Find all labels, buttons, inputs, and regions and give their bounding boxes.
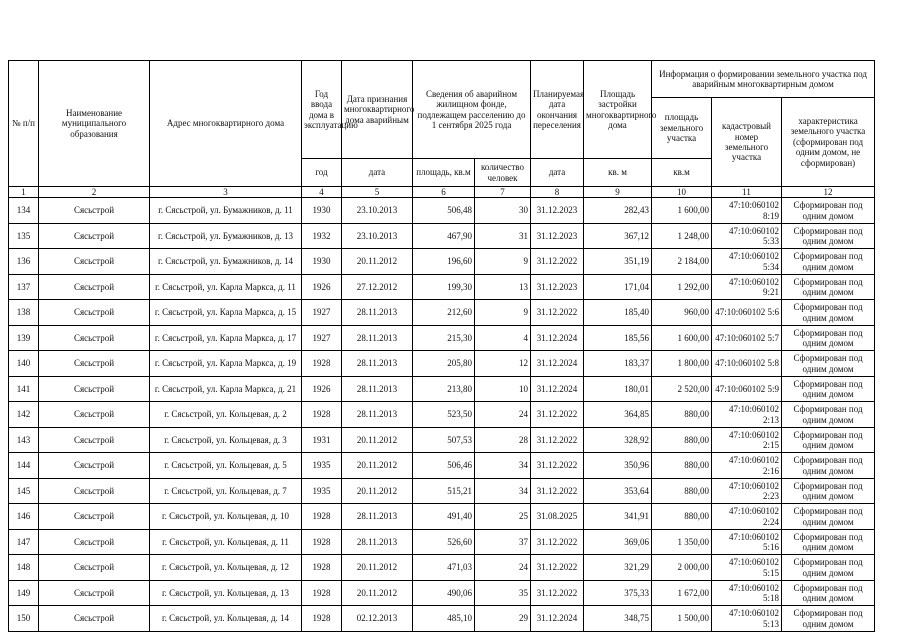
cell-planned-date: 31.12.2022 [531, 478, 584, 504]
cell-planned-date: 31.12.2024 [531, 376, 584, 402]
header-date-recognition: Дата признания многоквартирного дома аварийным [342, 61, 413, 159]
cell-land-characteristic: Сформирован под одним домом [782, 300, 875, 326]
cell-build-area: 367,12 [584, 223, 652, 249]
cell-land-characteristic: Сформирован под одним домом [782, 376, 875, 402]
cell-year: 1927 [302, 325, 342, 351]
unit-date: дата [342, 159, 413, 187]
col-number: 2 [39, 187, 150, 198]
cell-land-area: 880,00 [652, 402, 712, 428]
cell-people-count: 37 [475, 529, 531, 555]
cell-build-area: 341,91 [584, 504, 652, 530]
col-number: 6 [413, 187, 475, 198]
cell-land-area: 1 672,00 [652, 580, 712, 606]
cell-land-characteristic: Сформирован под одним домом [782, 198, 875, 224]
cell-row-number: 139 [9, 325, 39, 351]
cell-recognition-date: 20.11.2012 [342, 555, 413, 581]
cell-people-count: 34 [475, 453, 531, 479]
table-row [9, 453, 875, 479]
cell-row-number: 145 [9, 478, 39, 504]
cell-area: 515,21 [413, 478, 475, 504]
unit-people: количество человек [475, 159, 531, 187]
cell-year: 1926 [302, 274, 342, 300]
unit-area: площадь, кв.м [413, 159, 475, 187]
cell-land-area: 2 520,00 [652, 376, 712, 402]
cell-year: 1928 [302, 529, 342, 555]
cell-land-characteristic: Сформирован под одним домом [782, 453, 875, 479]
cell-year: 1932 [302, 223, 342, 249]
cell-recognition-date: 28.11.2013 [342, 325, 413, 351]
cell-address: г. Сясьстрой, ул. Кольцевая, д. 14 [150, 606, 302, 632]
cell-recognition-date: 28.11.2013 [342, 300, 413, 326]
cell-area: 212,60 [413, 300, 475, 326]
cell-planned-date: 31.12.2022 [531, 402, 584, 428]
table-row [9, 351, 875, 377]
cell-municipality: Сясьстрой [39, 504, 150, 530]
cell-cadastral-number: 47:10:060102 2:13 [712, 402, 782, 428]
cell-year: 1930 [302, 249, 342, 275]
cell-year: 1928 [302, 504, 342, 530]
header-row-top [9, 61, 875, 98]
cell-planned-date: 31.12.2022 [531, 580, 584, 606]
cell-municipality: Сясьстрой [39, 427, 150, 453]
cell-year: 1928 [302, 555, 342, 581]
col-number: 4 [302, 187, 342, 198]
cell-people-count: 9 [475, 249, 531, 275]
table-row [9, 325, 875, 351]
unit-year: год [302, 159, 342, 187]
col-number: 9 [584, 187, 652, 198]
header-build-area: Площадь застройки многоквартирного дома [584, 61, 652, 159]
cell-address: г. Сясьстрой, ул. Бумажников, д. 13 [150, 223, 302, 249]
cell-cadastral-number: 47:10:060102 5:8 [712, 351, 782, 377]
cell-row-number: 143 [9, 427, 39, 453]
cell-people-count: 24 [475, 402, 531, 428]
cell-cadastral-number: 47:10:060102 5:6 [712, 300, 782, 326]
cell-municipality: Сясьстрой [39, 274, 150, 300]
table-row [9, 274, 875, 300]
cell-municipality: Сясьстрой [39, 478, 150, 504]
cell-cadastral-number: 47:10:060102 5:33 [712, 223, 782, 249]
cell-land-characteristic: Сформирован под одним домом [782, 478, 875, 504]
cell-year: 1928 [302, 351, 342, 377]
cell-land-characteristic: Сформирован под одним домом [782, 402, 875, 428]
header-land-info: Информация о формировании земельного участка под аварийным многоквартирным домом [652, 61, 875, 98]
cell-land-area: 880,00 [652, 478, 712, 504]
cell-build-area: 353,64 [584, 478, 652, 504]
cell-area: 467,90 [413, 223, 475, 249]
cell-land-area: 960,00 [652, 300, 712, 326]
cell-planned-date: 31.12.2023 [531, 223, 584, 249]
cell-planned-date: 31.12.2022 [531, 453, 584, 479]
cell-land-characteristic: Сформирован под одним домом [782, 555, 875, 581]
cell-address: г. Сясьстрой, ул. Кольцевая, д. 7 [150, 478, 302, 504]
cell-land-area: 1 350,00 [652, 529, 712, 555]
cell-recognition-date: 20.11.2012 [342, 427, 413, 453]
cell-people-count: 9 [475, 300, 531, 326]
table-row [9, 223, 875, 249]
cell-address: г. Сясьстрой, ул. Карла Маркса, д. 17 [150, 325, 302, 351]
cell-address: г. Сясьстрой, ул. Кольцевая, д. 2 [150, 402, 302, 428]
cell-land-characteristic: Сформирован под одним домом [782, 249, 875, 275]
cell-people-count: 25 [475, 504, 531, 530]
cell-people-count: 24 [475, 555, 531, 581]
cell-land-characteristic: Сформирован под одним домом [782, 223, 875, 249]
cell-land-area: 1 248,00 [652, 223, 712, 249]
table-row [9, 580, 875, 606]
cell-land-characteristic: Сформирован под одним домом [782, 351, 875, 377]
table-row [9, 376, 875, 402]
cell-recognition-date: 20.11.2012 [342, 249, 413, 275]
cell-build-area: 321,29 [584, 555, 652, 581]
cell-municipality: Сясьстрой [39, 580, 150, 606]
table-row [9, 300, 875, 326]
cell-build-area: 171,04 [584, 274, 652, 300]
cell-cadastral-number: 47:10:060102 5:15 [712, 555, 782, 581]
cell-address: г. Сясьстрой, ул. Кольцевая, д. 5 [150, 453, 302, 479]
cell-row-number: 147 [9, 529, 39, 555]
cell-build-area: 364,85 [584, 402, 652, 428]
cell-address: г. Сясьстрой, ул. Кольцевая, д. 10 [150, 504, 302, 530]
cell-planned-date: 31.12.2024 [531, 351, 584, 377]
cell-municipality: Сясьстрой [39, 606, 150, 632]
cell-recognition-date: 27.12.2012 [342, 274, 413, 300]
header-address: Адрес многоквартирного дома [150, 61, 302, 187]
cell-area: 215,30 [413, 325, 475, 351]
col-number: 8 [531, 187, 584, 198]
cell-recognition-date: 20.11.2012 [342, 478, 413, 504]
header-fund-info: Сведения об аварийном жилищном фонде, подлежащем расселению до 1 сентября 2025 года [413, 61, 531, 159]
cell-planned-date: 31.12.2023 [531, 198, 584, 224]
cell-area: 485,10 [413, 606, 475, 632]
cell-build-area: 328,92 [584, 427, 652, 453]
cell-people-count: 28 [475, 427, 531, 453]
header-planned-date: Планируемая дата окончания переселения [531, 61, 584, 159]
cell-municipality: Сясьстрой [39, 402, 150, 428]
table-row [9, 402, 875, 428]
cell-land-area: 2 000,00 [652, 555, 712, 581]
cell-planned-date: 31.12.2024 [531, 606, 584, 632]
cell-recognition-date: 02.12.2013 [342, 606, 413, 632]
cell-municipality: Сясьстрой [39, 249, 150, 275]
cell-planned-date: 31.12.2023 [531, 274, 584, 300]
cell-land-area: 1 600,00 [652, 198, 712, 224]
header-num: № п/п [9, 61, 39, 187]
cell-municipality: Сясьстрой [39, 198, 150, 224]
cell-build-area: 185,56 [584, 325, 652, 351]
cell-row-number: 148 [9, 555, 39, 581]
col-number: 1 [9, 187, 39, 198]
cell-year: 1927 [302, 300, 342, 326]
cell-cadastral-number: 47:10:060102 5:34 [712, 249, 782, 275]
cell-cadastral-number: 47:10:060102 2:16 [712, 453, 782, 479]
cell-municipality: Сясьстрой [39, 300, 150, 326]
table-row [9, 606, 875, 632]
cell-year: 1935 [302, 453, 342, 479]
cell-row-number: 136 [9, 249, 39, 275]
cell-year: 1931 [302, 427, 342, 453]
cell-area: 523,50 [413, 402, 475, 428]
cell-area: 196,60 [413, 249, 475, 275]
col-number: 10 [652, 187, 712, 198]
table-row [9, 529, 875, 555]
cell-people-count: 35 [475, 580, 531, 606]
cell-municipality: Сясьстрой [39, 376, 150, 402]
cell-year: 1930 [302, 198, 342, 224]
unit-sqm2: кв.м [652, 159, 712, 187]
cell-area: 213,80 [413, 376, 475, 402]
cell-people-count: 10 [475, 376, 531, 402]
cell-planned-date: 31.12.2024 [531, 325, 584, 351]
cell-land-area: 1 600,00 [652, 325, 712, 351]
cell-build-area: 180,01 [584, 376, 652, 402]
cell-row-number: 138 [9, 300, 39, 326]
cell-address: г. Сясьстрой, ул. Кольцевая, д. 13 [150, 580, 302, 606]
cell-address: г. Сясьстрой, ул. Бумажников, д. 11 [150, 198, 302, 224]
cell-cadastral-number: 47:10:060102 2:24 [712, 504, 782, 530]
col-number: 11 [712, 187, 782, 198]
cell-row-number: 134 [9, 198, 39, 224]
table-row [9, 555, 875, 581]
cell-people-count: 29 [475, 606, 531, 632]
cell-build-area: 369,06 [584, 529, 652, 555]
cell-area: 491,40 [413, 504, 475, 530]
cell-row-number: 146 [9, 504, 39, 530]
header-land-area: площадь земельного участка [652, 98, 712, 159]
cell-recognition-date: 28.11.2013 [342, 376, 413, 402]
cell-municipality: Сясьстрой [39, 325, 150, 351]
cell-row-number: 144 [9, 453, 39, 479]
cell-land-characteristic: Сформирован под одним домом [782, 427, 875, 453]
cell-year: 1926 [302, 376, 342, 402]
cell-people-count: 12 [475, 351, 531, 377]
cell-planned-date: 31.12.2022 [531, 529, 584, 555]
cell-build-area: 183,37 [584, 351, 652, 377]
cell-area: 205,80 [413, 351, 475, 377]
table-row [9, 478, 875, 504]
cell-planned-date: 31.12.2022 [531, 300, 584, 326]
table-row [9, 504, 875, 530]
cell-municipality: Сясьстрой [39, 453, 150, 479]
housing-table [8, 60, 875, 632]
cell-people-count: 4 [475, 325, 531, 351]
cell-land-characteristic: Сформирован под одним домом [782, 606, 875, 632]
header-year: Год ввода дома в эксплуатацию [302, 61, 342, 159]
cell-land-characteristic: Сформирован под одним домом [782, 274, 875, 300]
cell-address: г. Сясьстрой, ул. Кольцевая, д. 11 [150, 529, 302, 555]
cell-planned-date: 31.12.2022 [531, 555, 584, 581]
cell-recognition-date: 28.11.2013 [342, 504, 413, 530]
cell-year: 1928 [302, 606, 342, 632]
cell-row-number: 142 [9, 402, 39, 428]
cell-land-area: 880,00 [652, 427, 712, 453]
cell-row-number: 150 [9, 606, 39, 632]
cell-land-characteristic: Сформирован под одним домом [782, 504, 875, 530]
unit-date2: дата [531, 159, 584, 187]
cell-area: 199,30 [413, 274, 475, 300]
cell-row-number: 149 [9, 580, 39, 606]
cell-people-count: 34 [475, 478, 531, 504]
cell-address: г. Сясьстрой, ул. Карла Маркса, д. 21 [150, 376, 302, 402]
cell-land-characteristic: Сформирован под одним домом [782, 325, 875, 351]
table-row [9, 249, 875, 275]
cell-year: 1928 [302, 402, 342, 428]
cell-land-characteristic: Сформирован под одним домом [782, 529, 875, 555]
cell-area: 507,53 [413, 427, 475, 453]
cell-land-area: 880,00 [652, 504, 712, 530]
col-number: 3 [150, 187, 302, 198]
cell-build-area: 350,96 [584, 453, 652, 479]
cell-cadastral-number: 47:10:060102 5:9 [712, 376, 782, 402]
cell-address: г. Сясьстрой, ул. Карла Маркса, д. 19 [150, 351, 302, 377]
cell-address: г. Сясьстрой, ул. Карла Маркса, д. 11 [150, 274, 302, 300]
table-row [9, 427, 875, 453]
col-number: 5 [342, 187, 413, 198]
cell-municipality: Сясьстрой [39, 555, 150, 581]
cell-cadastral-number: 47:10:060102 8:19 [712, 198, 782, 224]
cell-build-area: 375,33 [584, 580, 652, 606]
cell-address: г. Сясьстрой, ул. Кольцевая, д. 12 [150, 555, 302, 581]
cell-build-area: 185,40 [584, 300, 652, 326]
cell-land-area: 1 292,00 [652, 274, 712, 300]
cell-cadastral-number: 47:10:060102 5:7 [712, 325, 782, 351]
cell-recognition-date: 20.11.2012 [342, 453, 413, 479]
cell-recognition-date: 28.11.2013 [342, 351, 413, 377]
cell-build-area: 348,75 [584, 606, 652, 632]
header-municipality: Наименование муниципального образования [39, 61, 150, 187]
cell-land-characteristic: Сформирован под одним домом [782, 580, 875, 606]
cell-recognition-date: 23.10.2013 [342, 223, 413, 249]
cell-cadastral-number: 47:10:060102 5:13 [712, 606, 782, 632]
cell-planned-date: 31.08.2025 [531, 504, 584, 530]
cell-cadastral-number: 47:10:060102 2:23 [712, 478, 782, 504]
cell-cadastral-number: 47:10:060102 9:21 [712, 274, 782, 300]
cell-planned-date: 31.12.2022 [531, 249, 584, 275]
cell-row-number: 141 [9, 376, 39, 402]
cell-land-area: 880,00 [652, 453, 712, 479]
cell-people-count: 31 [475, 223, 531, 249]
unit-sqm: кв. м [584, 159, 652, 187]
cell-address: г. Сясьстрой, ул. Бумажников, д. 14 [150, 249, 302, 275]
cell-row-number: 135 [9, 223, 39, 249]
col-number: 12 [782, 187, 875, 198]
cell-cadastral-number: 47:10:060102 5:16 [712, 529, 782, 555]
header-cadastral: кадастровый номер земельного участка [712, 98, 782, 187]
cell-year: 1935 [302, 478, 342, 504]
cell-row-number: 140 [9, 351, 39, 377]
cell-recognition-date: 23.10.2013 [342, 198, 413, 224]
cell-build-area: 282,43 [584, 198, 652, 224]
cell-land-area: 2 184,00 [652, 249, 712, 275]
cell-recognition-date: 20.11.2012 [342, 580, 413, 606]
cell-municipality: Сясьстрой [39, 223, 150, 249]
cell-area: 506,48 [413, 198, 475, 224]
cell-area: 526,60 [413, 529, 475, 555]
cell-area: 471,03 [413, 555, 475, 581]
cell-recognition-date: 28.11.2013 [342, 402, 413, 428]
cell-planned-date: 31.12.2022 [531, 427, 584, 453]
cell-cadastral-number: 47:10:060102 5:18 [712, 580, 782, 606]
cell-people-count: 30 [475, 198, 531, 224]
cell-build-area: 351,19 [584, 249, 652, 275]
column-number-row [9, 187, 875, 198]
cell-recognition-date: 28.11.2013 [342, 529, 413, 555]
cell-row-number: 137 [9, 274, 39, 300]
table-row [9, 198, 875, 224]
cell-year: 1928 [302, 580, 342, 606]
cell-land-area: 1 500,00 [652, 606, 712, 632]
cell-people-count: 13 [475, 274, 531, 300]
cell-cadastral-number: 47:10:060102 2:15 [712, 427, 782, 453]
cell-address: г. Сясьстрой, ул. Карла Маркса, д. 15 [150, 300, 302, 326]
cell-address: г. Сясьстрой, ул. Кольцевая, д. 3 [150, 427, 302, 453]
col-number: 7 [475, 187, 531, 198]
cell-area: 506,46 [413, 453, 475, 479]
cell-land-area: 1 800,00 [652, 351, 712, 377]
cell-area: 490,06 [413, 580, 475, 606]
header-characteristic: характеристика земельного участка (сформирован под одним домом, не сформирован) [782, 98, 875, 187]
cell-municipality: Сясьстрой [39, 529, 150, 555]
cell-municipality: Сясьстрой [39, 351, 150, 377]
